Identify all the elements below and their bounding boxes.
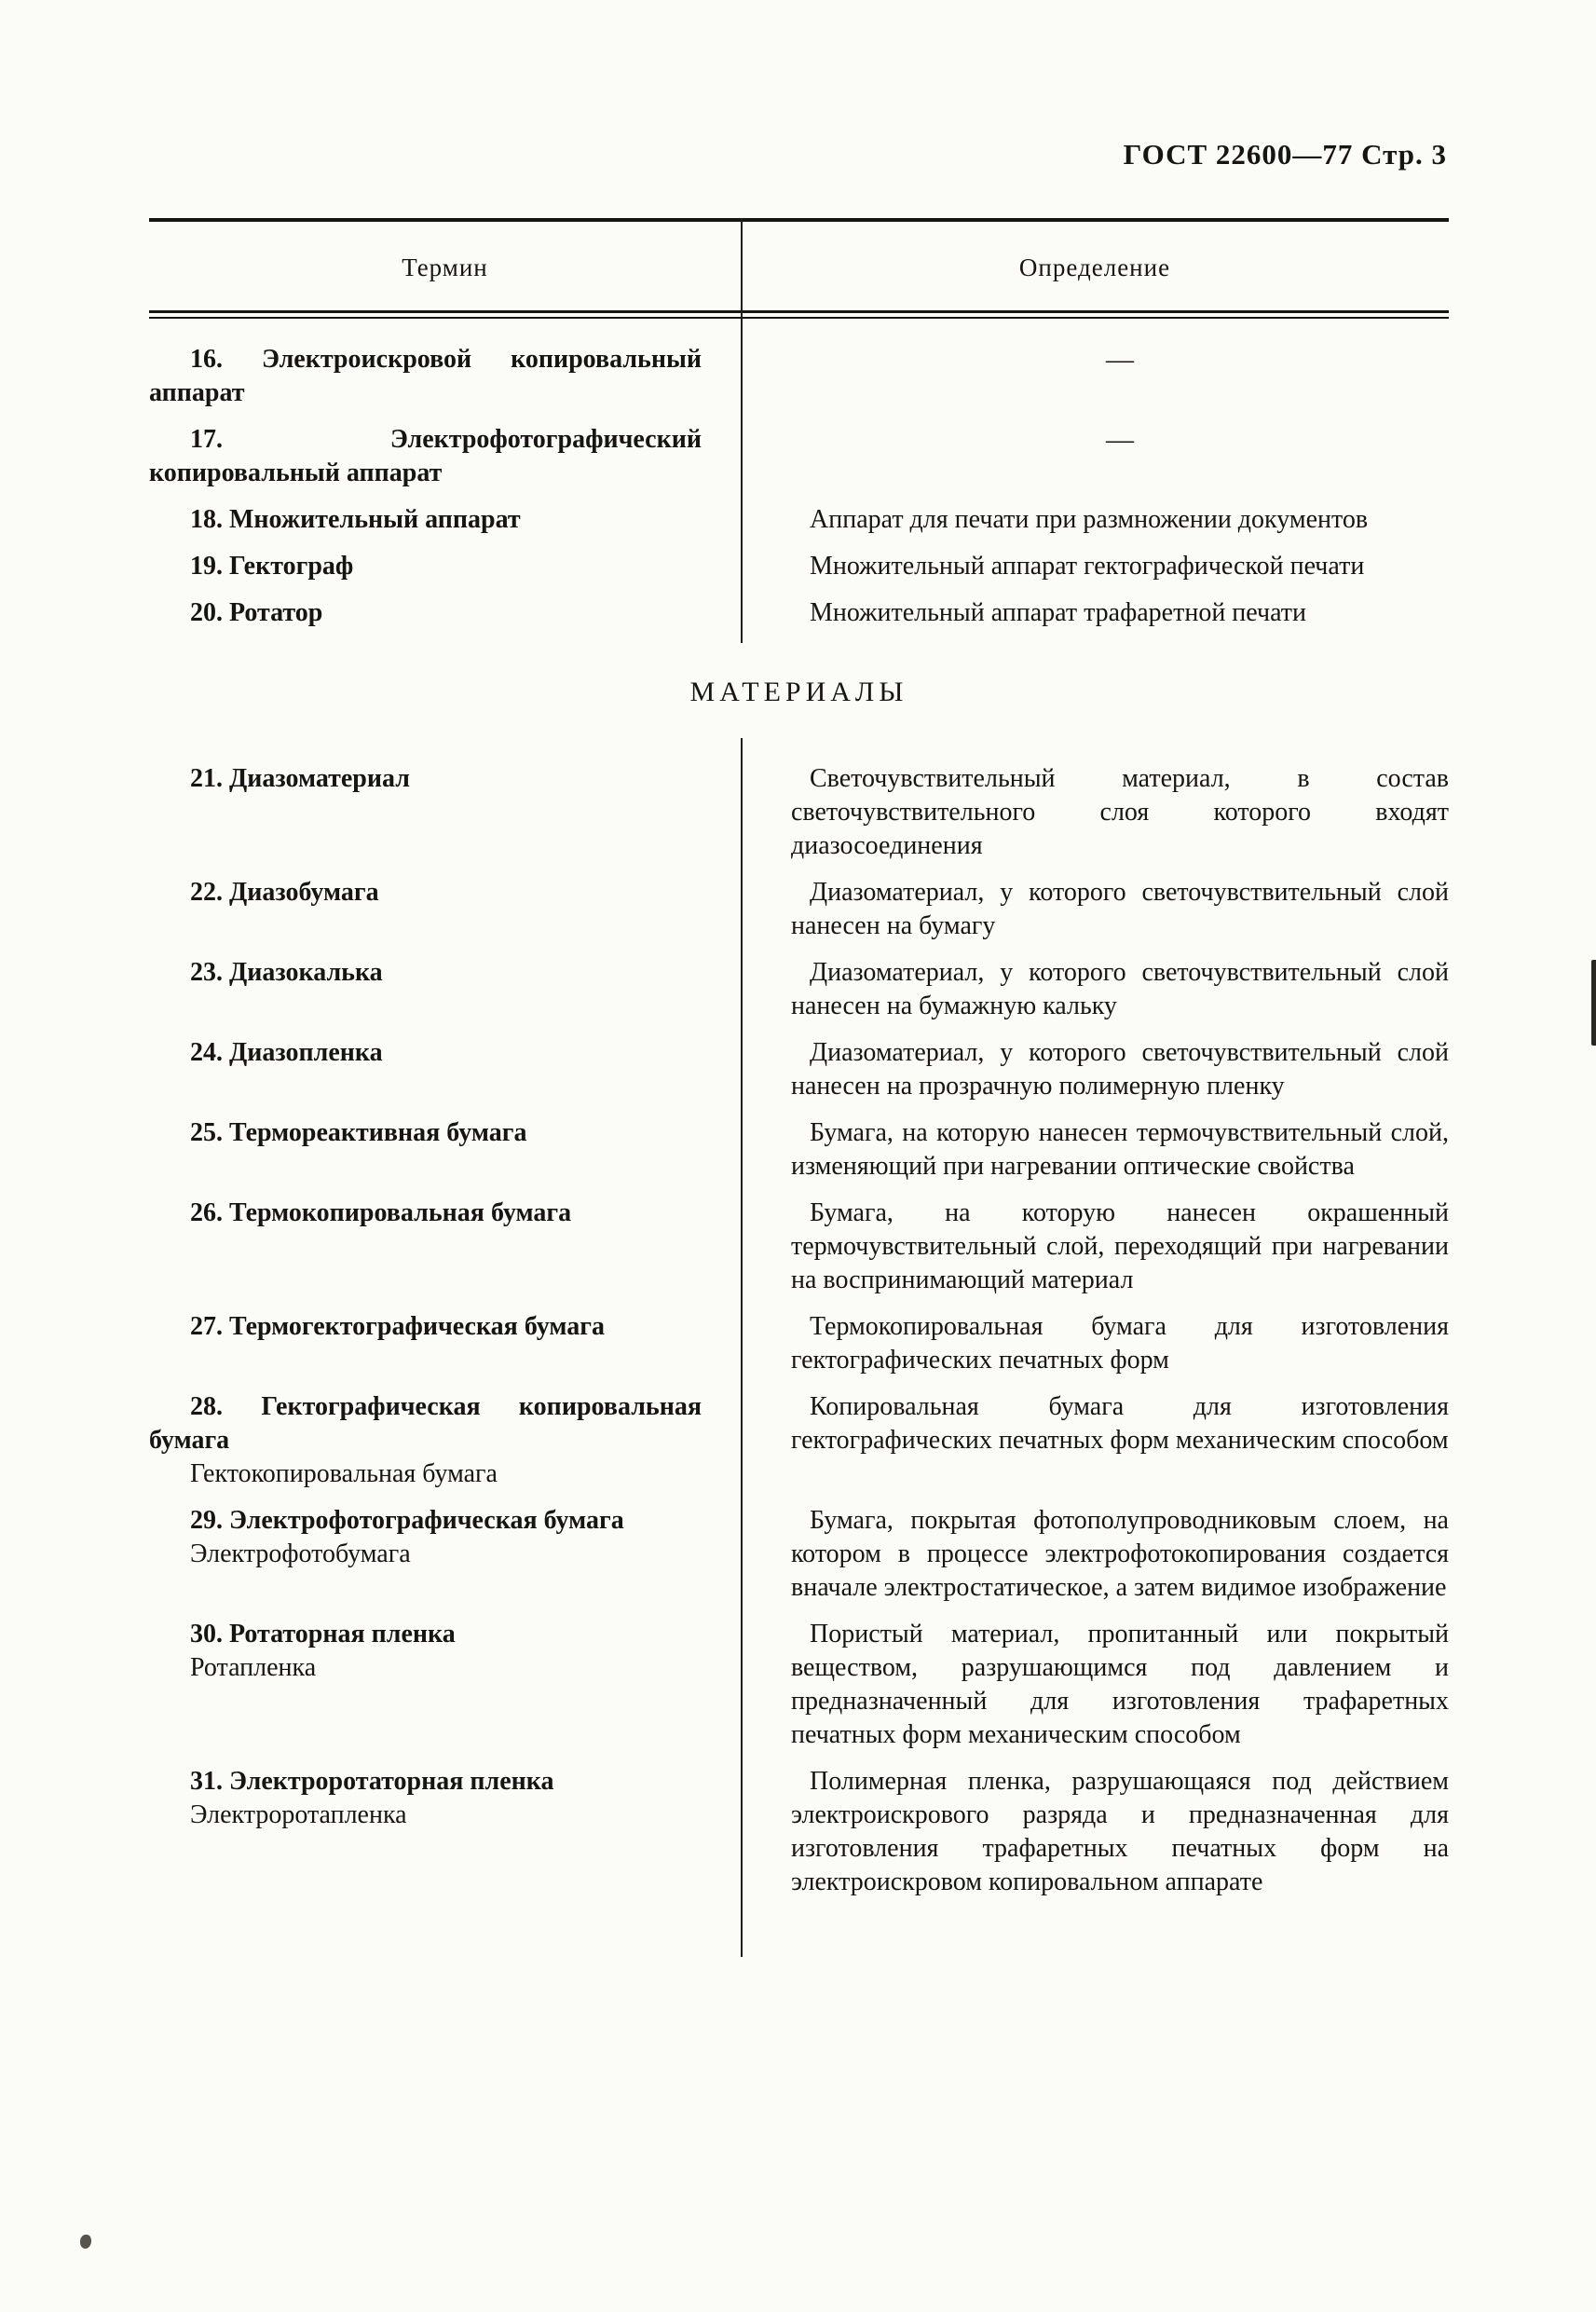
gost-page-header: ГОСТ 22600—77 Стр. 3: [1123, 138, 1447, 171]
definition-text: Копировальная бумага для изготовления гектографических печатных форм механическим способом: [791, 1392, 1449, 1455]
table-row: [149, 1618, 1449, 1752]
table-row: [149, 503, 1449, 537]
term-cell: [149, 1116, 741, 1150]
table-row: [149, 1197, 1449, 1297]
term-cell: [149, 1618, 741, 1685]
term-cell: [149, 1390, 741, 1491]
term-cell: [149, 423, 741, 490]
term-cell: [149, 1504, 741, 1571]
column-header-term: Термин: [402, 253, 488, 281]
term-cell: [149, 1310, 741, 1344]
table-row: [149, 762, 1449, 863]
term-cell: [149, 956, 741, 990]
table-row: [149, 1036, 1449, 1103]
scan-artifact-right-edge: [1591, 960, 1596, 1046]
term-text: 30. Ротаторная пленка: [190, 1620, 456, 1648]
term-text: 16. Электроискровой копировальный аппарат: [149, 345, 702, 407]
definition-text: Диазоматериал, у которого светочувствительный слой нанесен на бумагу: [791, 878, 1449, 940]
term-synonym: Гектокопировальная бумага: [190, 1459, 498, 1488]
table-header-row: [149, 222, 1449, 310]
table-row: [149, 343, 1449, 410]
term-text: 28. Гектографическая копировальная бумага: [149, 1392, 702, 1455]
header-separator-rule: [149, 310, 1449, 319]
term-cell: [149, 550, 741, 583]
definition-text: Множительный аппарат гектографической печати: [810, 552, 1365, 581]
term-text: 29. Электрофотографическая бумага: [190, 1506, 624, 1535]
table-row: [149, 1765, 1449, 1899]
term-text: 26. Термокопировальная бумага: [190, 1198, 572, 1227]
term-text: 23. Диазокалька: [190, 958, 383, 987]
column-divider-rule: [741, 218, 743, 1957]
definition-text: Диазоматериал, у которого светочувствительный слой нанесен на прозрачную полимерную пленку: [791, 1038, 1449, 1101]
term-synonym: Ротапленка: [190, 1653, 317, 1682]
terms-definitions-table: [149, 218, 1449, 1957]
definition-text: Полимерная пленка, разрушающаяся под действием электроискрового разряда и предназначенная для изготовления трафаретных печатных форм на электроискровом копировальном аппарате: [791, 1767, 1449, 1896]
term-text: 27. Термогектографическая бумага: [190, 1312, 605, 1341]
term-text: 31. Электроротаторная пленка: [190, 1767, 554, 1796]
term-cell: [149, 1765, 741, 1832]
term-synonym: Электрофотобумага: [190, 1539, 411, 1568]
term-cell: [149, 343, 741, 410]
term-cell: [149, 1036, 741, 1070]
term-text: 24. Диазопленка: [190, 1038, 383, 1067]
definition-dash: —: [1106, 344, 1134, 375]
term-text: 19. Гектограф: [190, 552, 354, 581]
term-cell: [149, 762, 741, 796]
table-row: [149, 550, 1449, 583]
term-text: 17. Электрофотографический копировальный аппарат: [149, 425, 702, 487]
table-row: [149, 423, 1449, 490]
term-text: 25. Термореактивная бумага: [190, 1118, 527, 1147]
table-row: [149, 596, 1449, 630]
term-text: 20. Ротатор: [190, 598, 323, 627]
section-heading-materials: МАТЕРИАЛЫ: [149, 643, 1449, 738]
definition-text: Светочувствительный материал, в состав светочувствительного слоя которого входят диазосоединения: [791, 764, 1449, 860]
table-row: [149, 1116, 1449, 1183]
rows-group-materials: [149, 738, 1449, 1899]
definition-text: Диазоматериал, у которого светочувствительный слой нанесен на бумажную кальку: [791, 958, 1449, 1020]
column-header-definition: Определение: [1018, 253, 1171, 281]
term-synonym: Электроротапленка: [190, 1800, 407, 1829]
term-text: 18. Множительный аппарат: [190, 505, 521, 534]
term-cell: [149, 596, 741, 630]
table-row: [149, 1504, 1449, 1605]
definition-text: Множительный аппарат трафаретной печати: [810, 598, 1307, 627]
table-row: [149, 1390, 1449, 1491]
term-cell: [149, 876, 741, 910]
term-text: 21. Диазоматериал: [190, 764, 410, 793]
definition-dash: —: [1106, 424, 1134, 455]
term-cell: [149, 503, 741, 537]
definition-text: Аппарат для печати при размножении документов: [810, 505, 1369, 534]
term-cell: [149, 1197, 741, 1230]
definition-text: Бумага, на которую нанесен термочувствительный слой, изменяющий при нагревании оптические свойства: [791, 1118, 1449, 1181]
term-text: 22. Диазобумага: [190, 878, 379, 907]
definition-text: Термокопировальная бумага для изготовления гектографических печатных форм: [791, 1312, 1449, 1375]
table-row: [149, 876, 1449, 943]
definition-text: Бумага, на которую нанесен окрашенный термочувствительный слой, переходящий при нагревании на воспринимающий материал: [791, 1198, 1449, 1294]
table-row: [149, 956, 1449, 1023]
table-row: [149, 1310, 1449, 1377]
definition-text: Пористый материал, пропитанный или покрытый веществом, разрушающимся под давлением и предназначенный для изготовления трафаретных печатных форм механическим способом: [791, 1620, 1449, 1749]
rows-group-equipment: [149, 319, 1449, 630]
definition-text: Бумага, покрытая фотополупроводниковым слоем, на котором в процессе электрофотокопирования создается вначале электростатическое, а затем видимое изображение: [791, 1506, 1449, 1602]
